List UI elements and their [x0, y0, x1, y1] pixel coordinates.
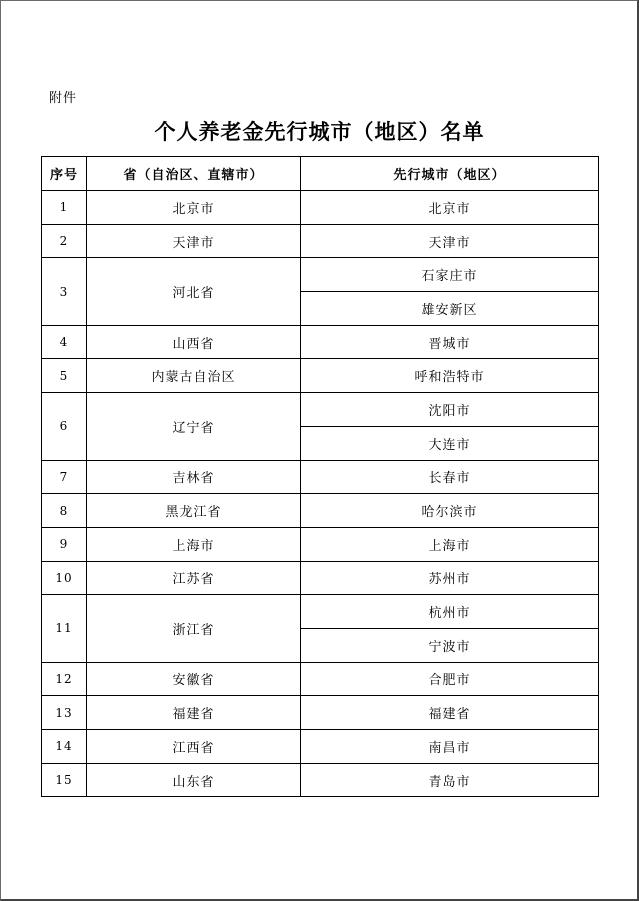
- pilot-city-cell: 石家庄市: [301, 258, 599, 292]
- serial-number-cell: 5: [42, 359, 87, 393]
- pilot-city-cell: 青岛市: [301, 763, 599, 797]
- province-cell: 山东省: [87, 763, 301, 797]
- table-row: [42, 191, 599, 225]
- table-row: [42, 393, 599, 427]
- table-row: [42, 730, 599, 764]
- serial-number-cell: 1: [42, 191, 87, 225]
- table-row: [42, 662, 599, 696]
- page-title: 个人养老金先行城市（地区）名单: [154, 119, 485, 144]
- serial-number-cell: 11: [42, 595, 87, 662]
- serial-number-cell: 2: [42, 224, 87, 258]
- pilot-city-cell: 天津市: [301, 224, 599, 258]
- table-row: [42, 696, 599, 730]
- city-list-table: [41, 156, 599, 797]
- province-cell: 辽宁省: [87, 393, 301, 460]
- pilot-city-cell: 大连市: [301, 426, 599, 460]
- pilot-city-cell: 合肥市: [301, 662, 599, 696]
- table-row: [42, 325, 599, 359]
- pilot-city-cell: 苏州市: [301, 561, 599, 595]
- pilot-city-cell: 沈阳市: [301, 393, 599, 427]
- pilot-city-cell: 上海市: [301, 527, 599, 561]
- table-row: [42, 359, 599, 393]
- serial-number-cell: 4: [42, 325, 87, 359]
- pilot-city-cell: 宁波市: [301, 628, 599, 662]
- header-pilot-city: 先行城市（地区）: [301, 157, 599, 191]
- province-cell: 黑龙江省: [87, 494, 301, 528]
- table-header-row: [42, 157, 599, 191]
- pilot-city-cell: 雄安新区: [301, 292, 599, 326]
- table-body: [42, 191, 599, 797]
- province-cell: 福建省: [87, 696, 301, 730]
- serial-number-cell: 14: [42, 730, 87, 764]
- serial-number-cell: 13: [42, 696, 87, 730]
- serial-number-cell: 6: [42, 393, 87, 460]
- serial-number-cell: 15: [42, 763, 87, 797]
- province-cell: 浙江省: [87, 595, 301, 662]
- pilot-city-cell: 晋城市: [301, 325, 599, 359]
- serial-number-cell: 3: [42, 258, 87, 325]
- pilot-city-cell: 长春市: [301, 460, 599, 494]
- province-cell: 天津市: [87, 224, 301, 258]
- province-cell: 江苏省: [87, 561, 301, 595]
- pilot-city-cell: 福建省: [301, 696, 599, 730]
- table-row: [42, 527, 599, 561]
- province-cell: 河北省: [87, 258, 301, 325]
- province-cell: 山西省: [87, 325, 301, 359]
- table-row: [42, 595, 599, 629]
- attachment-label: 附件: [49, 91, 78, 106]
- table-row: [42, 460, 599, 494]
- province-cell: 内蒙古自治区: [87, 359, 301, 393]
- province-cell: 江西省: [87, 730, 301, 764]
- header-province: 省（自治区、直辖市）: [87, 157, 301, 191]
- serial-number-cell: 8: [42, 494, 87, 528]
- province-cell: 安徽省: [87, 662, 301, 696]
- serial-number-cell: 10: [42, 561, 87, 595]
- pilot-city-cell: 杭州市: [301, 595, 599, 629]
- province-cell: 北京市: [87, 191, 301, 225]
- table-row: [42, 494, 599, 528]
- pilot-city-cell: 北京市: [301, 191, 599, 225]
- serial-number-cell: 7: [42, 460, 87, 494]
- table-row: [42, 561, 599, 595]
- serial-number-cell: 9: [42, 527, 87, 561]
- pilot-city-cell: 哈尔滨市: [301, 494, 599, 528]
- table-row: [42, 224, 599, 258]
- pilot-city-cell: 南昌市: [301, 730, 599, 764]
- header-serial-number: 序号: [42, 157, 87, 191]
- serial-number-cell: 12: [42, 662, 87, 696]
- province-cell: 吉林省: [87, 460, 301, 494]
- province-cell: 上海市: [87, 527, 301, 561]
- pilot-city-cell: 呼和浩特市: [301, 359, 599, 393]
- table-row: [42, 763, 599, 797]
- table-row: [42, 258, 599, 292]
